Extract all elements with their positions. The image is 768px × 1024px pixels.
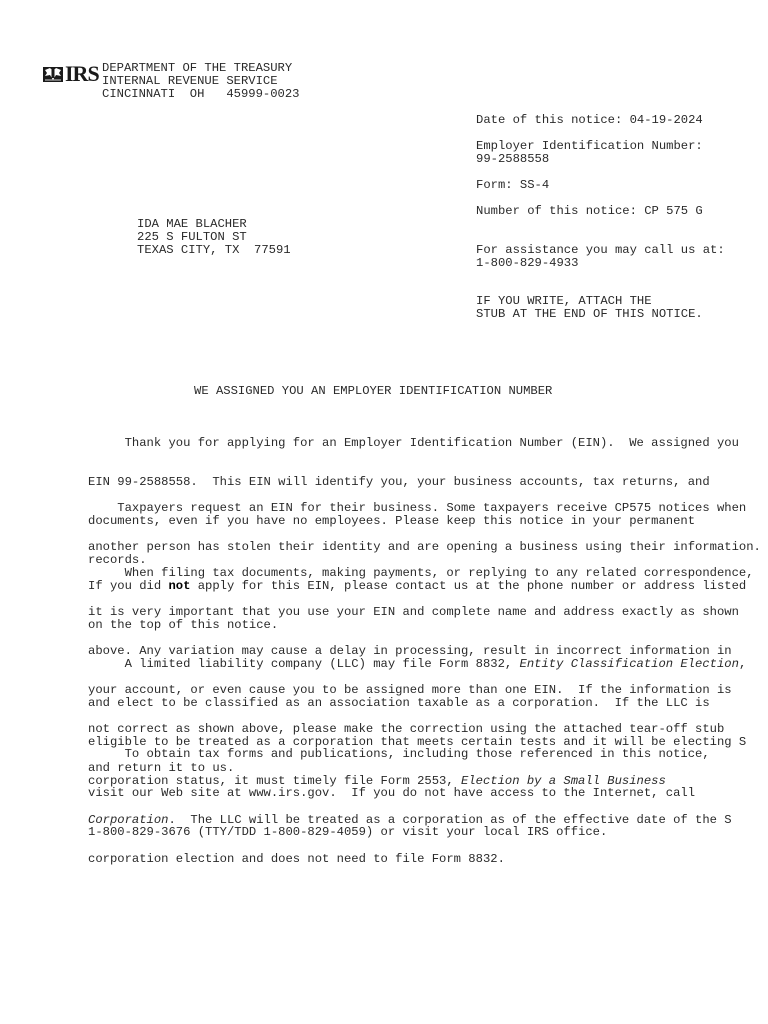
text-line: When filing tax documents, making payments, or replying to any related correspondence, [88, 566, 754, 580]
text-line: Thank you for applying for an Employer Identification Number (EIN). We assigned you [88, 436, 739, 450]
attach-line: IF YOU WRITE, ATTACH THE [476, 294, 652, 308]
paragraph-forms [88, 722, 748, 865]
assistance-label: For assistance you may call us at: [476, 243, 725, 257]
ein-block [476, 140, 703, 166]
text-line: EIN 99-2588558. This EIN will identify you, your business accounts, tax returns, and [88, 475, 710, 489]
agency-line: DEPARTMENT OF THE TREASURY [102, 61, 293, 75]
text-fragment: corporation status, it must timely file Form 2553, [88, 774, 461, 788]
emphasis-not: not [168, 579, 191, 593]
text-line: another person has stolen their identity and are opening a business using their information. [88, 540, 761, 554]
text-fragment: , [738, 657, 747, 671]
italic-form-title: Entity Classification Election [519, 657, 739, 671]
text-line: your account, or even cause you to be assigned more than one EIN. If the information is [88, 683, 732, 697]
text-line: it is very important that you use your EIN and complete name and address exactly as shown [88, 605, 739, 619]
italic-form-title: Corporation [88, 813, 169, 827]
text-fragment: If you did [88, 579, 169, 593]
notice-number: Number of this notice: CP 575 G [476, 204, 703, 218]
addressee-city: TEXAS CITY, TX 77591 [137, 243, 291, 257]
notice-title: WE ASSIGNED YOU AN EMPLOYER IDENTIFICATION NUMBER [194, 384, 553, 398]
attach-line: STUB AT THE END OF THIS NOTICE. [476, 307, 703, 321]
text-line: not correct as shown above, please make the correction using the attached tear-off stub [88, 722, 725, 736]
assistance-block [476, 244, 725, 270]
text-fragment: apply for this EIN, please contact us at the phone number or address listed [190, 579, 747, 593]
irs-logo-text: IRS [65, 61, 99, 86]
addressee-name: IDA MAE BLACHER [137, 217, 247, 231]
text-line: visit our Web site at www.irs.gov. If you do not have access to the Internet, call [88, 786, 696, 800]
text-line: on the top of this notice. [88, 618, 279, 632]
italic-form-title: Election by a Small Business [461, 774, 666, 788]
text-line: corporation election and does not need to file Form 8832. [88, 852, 505, 866]
text-line [88, 658, 748, 671]
agency-line: CINCINNATI OH 45999-0023 [102, 87, 300, 101]
eagle-icon [42, 64, 64, 84]
text-fragment: A limited liability company (LLC) may file Form 8832, [88, 657, 520, 671]
text-line: documents, even if you have no employees. Please keep this notice in your permanent [88, 514, 696, 528]
irs-logo [42, 61, 99, 86]
text-line: and elect to be classified as an association taxable as a corporation. If the LLC is [88, 696, 710, 710]
text-fragment: . The LLC will be treated as a corporation as of the effective date of the S [168, 813, 732, 827]
attach-stub-note [476, 295, 703, 321]
text-line: 1-800-829-3676 (TTY/TDD 1-800-829-4059) or visit your local IRS office. [88, 825, 608, 839]
assistance-phone: 1-800-829-4933 [476, 256, 579, 270]
text-line: eligible to be treated as a corporation that meets certain tests and it will be electing S [88, 735, 747, 749]
agency-line: INTERNAL REVENUE SERVICE [102, 74, 278, 88]
text-line: To obtain tax forms and publications, including those referenced in this notice, [88, 747, 710, 761]
text-line: Taxpayers request an EIN for their business. Some taxpayers receive CP575 notices when [88, 501, 747, 515]
agency-address [102, 62, 299, 101]
text-line: records. [88, 553, 147, 567]
text-line: above. Any variation may cause a delay in processing, result in incorrect information in [88, 644, 732, 658]
addressee-street: 225 S FULTON ST [137, 230, 247, 244]
ein-value: 99-2588558 [476, 152, 550, 166]
ein-label: Employer Identification Number: [476, 139, 703, 153]
form-line: Form: SS-4 [476, 178, 550, 192]
addressee [137, 218, 291, 257]
text-line: and return it to us. [88, 761, 235, 775]
notice-date: Date of this notice: 04-19-2024 [476, 113, 703, 127]
